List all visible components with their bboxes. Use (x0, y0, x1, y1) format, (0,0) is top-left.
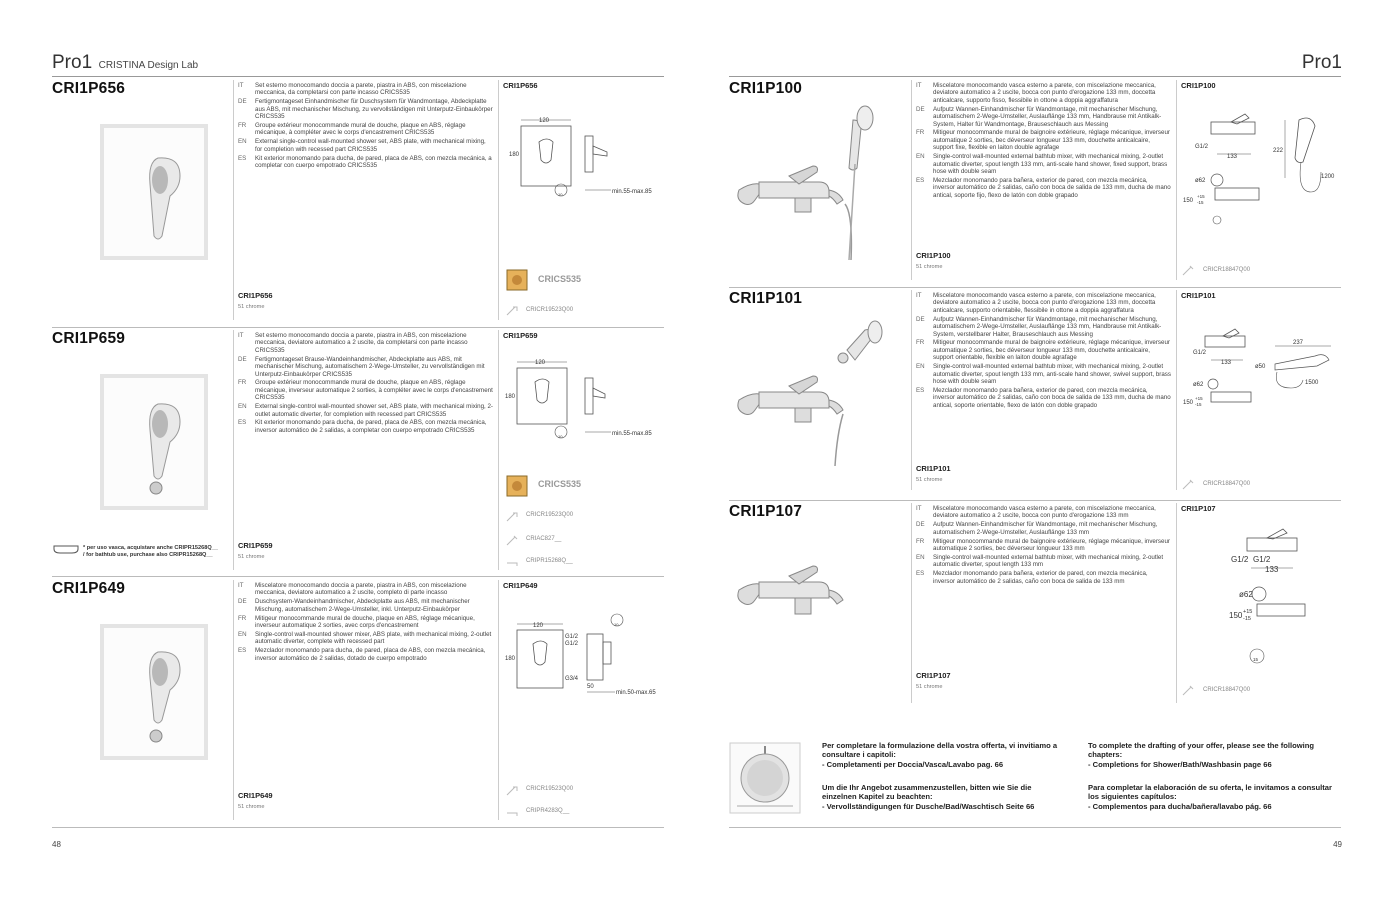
svg-text:10: 10 (614, 622, 619, 627)
section-divider (729, 827, 1341, 828)
product-code-small: CRI1P659 (238, 541, 273, 550)
column-divider (911, 80, 912, 280)
technical-drawing (503, 354, 663, 451)
svg-text:G1/2: G1/2 (1253, 555, 1271, 564)
rough-in-box-image (505, 474, 529, 503)
svg-text:min.50-max.65: min.50-max.65 (616, 690, 656, 696)
left-header-subtitle: CRISTINA Design Lab (98, 60, 199, 71)
product-image-shower-mixer-builtin (100, 624, 208, 765)
tech-drawing-code: CRI1P659 (503, 331, 538, 340)
svg-text:150: 150 (1229, 611, 1243, 620)
svg-text:150: 150 (1183, 400, 1194, 406)
product-image-shower-mixer-diverter (100, 374, 208, 515)
technical-drawing (1181, 100, 1341, 245)
svg-text:120: 120 (539, 118, 550, 124)
product-description: IT Miscelatore monocomando vasca esterno a parete, con miscelazione meccanica, deviatore automatico a 2 uscite, bocca con punto d'erogazione 133 mm DE Aufputz Wannen-Einhandmischer für Wandmontage, mit mechanischer Mischung, automatischem 2-Wege-Umsteller, Auslauflänge 133 mm FR Mitigeur monocommande mural de baignoire extérieure, réglage mécanique, inverseur automatique 2 sorties, bec déverseur longueur 133 mm EN Single-control wall-mounted external bathtub mixer, with mechanical mixing, 2-outlet automatic diverter, spout length 133 mm ES Mezclador monomando para bañera, exterior de pared, con mezcla mecánica, inversor automático de 2 salidas, caño con boca de salida de 133 mm (916, 505, 1170, 585)
svg-text:G3/4: G3/4 (565, 676, 579, 682)
right-header (1302, 52, 1342, 74)
right-header-title: Pro1 (1301, 52, 1342, 73)
svg-text:237: 237 (1293, 340, 1304, 346)
overhead-shower-image (729, 742, 801, 819)
product-image-shower-mixer (100, 124, 208, 265)
accessory-ref: CRICR19523Q00 (526, 307, 574, 313)
product-code: CRI1P649 (52, 580, 126, 597)
svg-text:min.55-max.85: min.55-max.85 (612, 431, 652, 437)
svg-text:15: 15 (1253, 657, 1259, 662)
accessory-ref: CRICR19523Q00 (526, 786, 574, 792)
finish-label: 51 chrome (916, 684, 943, 690)
hand-shower-icon (1181, 264, 1195, 282)
section-divider (729, 500, 1341, 501)
column-divider (1176, 80, 1177, 280)
tech-drawing-code: CRI1P649 (503, 581, 538, 590)
section-divider (52, 327, 664, 328)
accessory-ref: CRICR18847Q00 (1203, 687, 1251, 693)
svg-text:G1/2: G1/2 (1195, 144, 1209, 150)
header-rule (52, 76, 664, 77)
svg-text:ø62: ø62 (1239, 590, 1253, 599)
finish-label: 51 chrome (916, 477, 943, 483)
accessory-ref: CRIPR4283Q__ (526, 808, 570, 814)
technical-drawing (503, 112, 663, 209)
tech-drawing-code: CRI1P101 (1181, 291, 1216, 300)
finish-label: 51 chrome (238, 554, 265, 560)
svg-text:G1/2: G1/2 (565, 634, 579, 640)
svg-text:10: 10 (558, 434, 563, 439)
accessory-ref: CRICR18847Q00 (1203, 267, 1251, 273)
wrench-icon (505, 304, 519, 322)
svg-text:+15: +15 (1195, 396, 1203, 401)
tech-drawing-code: CRI1P656 (503, 81, 538, 90)
column-divider (233, 580, 234, 820)
technical-drawing (1181, 316, 1341, 431)
svg-text:min.55-max.85: min.55-max.85 (612, 189, 652, 195)
product-description: IT Miscelatore monocomando doccia a parete, piastra in ABS, con miscelazione meccanica, deviatore automatico a 2 uscite, completo di parte incasso DE Duschsystem-Wandeinhandmischer, Abdeckplatte aus ABS, mit mechanischer Mischung, automatischem 2-Wege-Umsteller, inkl. Unterputz-Einbaukörper FR Mitigeur monocommande mural de douche, plaque en ABS, réglage mécanique, inverseur automatique 2 sorties, avec corps d'encastrement EN Single-control wall-mounted shower mixer, ABS plate, with mechanical mixing, 2-outlet automatic diverter, complete with recessed part ES Mezclador monomando para ducha, de pared, placa de ABS, con mezcla mecánica, inversor automático de 2 salidas, dotado de cuerpo empotrado (238, 582, 492, 662)
svg-text:120: 120 (533, 623, 544, 629)
product-image-bath-mixer-swivel-support (735, 310, 885, 475)
product-code: CRI1P659 (52, 330, 126, 347)
page-number: 49 (1333, 840, 1342, 849)
spout-icon (505, 806, 519, 824)
header-rule (729, 76, 1341, 77)
svg-text:-15: -15 (1197, 200, 1204, 205)
svg-text:1500: 1500 (1305, 380, 1319, 386)
accessory-ref: CRICR18847Q00 (1203, 481, 1251, 487)
column-divider (498, 80, 499, 320)
product-description: IT Set esterno monocomando doccia a parete, piastra in ABS, con miscelazione meccanica, deviatore automatico a 2 uscite, da completarsi con parte incasso CRICS535 DE Fertigmontageset Brause-Wandeinhandmischer, Abdeckplatte aus ABS, mit mechanischer Mischung, automatischem 2-Wege-Umsteller, zu vervollständigen mit Unterputz-Einbaukörper CRICS535 FR Groupe extérieur monocommande mural de douche, plaque en ABS, réglage mécanique, inverseur automatique 2 sorties, à compléter avec le corps d'encastrement CRICS535 EN External single-control wall-mounted shower set, ABS plate, with mechanical mixing, 2-outlet automatic diverter, for completion with recessed part CRICS535 ES Kit exterior monomando para ducha, de pared, placa de ABS, con mezcla mecánica, inversor automático de 2 salidas, a completar con cuerpo empotrado CRICS535 (238, 332, 493, 434)
bathtub-icon (52, 541, 80, 560)
right-page (697, 0, 1394, 901)
svg-text:120: 120 (535, 360, 546, 366)
completion-note-en: To complete the drafting of your offer, please see the following chapters: - Completions for Shower/Bath/Washbasin page 66 (1088, 741, 1315, 769)
hand-shower-icon (505, 534, 519, 552)
product-image-bath-mixer (735, 540, 885, 655)
product-description: IT Set esterno monocomando doccia a parete, piastra in ABS, con miscelazione meccanica, da completarsi con parte incasso CRICS535 DE Fertigmontageset Einhandmischer für Duschsystem für Wandmontage, Abdeckplatte aus ABS, mit mechanischer Mischung, zu vervollständigen mit Unterputz-Einbaukörper CRICS535 FR Groupe extérieur monocommande mural de douche, plaque en ABS, réglage mécanique, à compléter avec le corps d'encastrement CRICS535 EN External single-control wall-mounted shower set, ABS plate, with mechanical mixing, for completion with recessed part CRICS535 ES Kit exterior monomando para ducha, de pared, placa de ABS, con mezcla mecánica, a completar con cuerpo empotrado CRICS535 (238, 82, 493, 170)
svg-text:G1/2: G1/2 (1231, 555, 1249, 564)
section-divider (52, 827, 664, 828)
svg-text:-15: -15 (1195, 402, 1202, 407)
svg-text:-15: -15 (1243, 616, 1251, 622)
product-code: CRI1P107 (729, 503, 803, 520)
column-divider (498, 330, 499, 570)
svg-text:180: 180 (505, 656, 516, 662)
completion-note-es: Para completar la elaboración de su oferta, le invitamos a consultar los siguientes capítulos: - Complementos para ducha/bañera/lavabo pág. 66 (1088, 783, 1332, 811)
completion-note-de: Um die Ihr Angebot zusammenzustellen, bitten wie Sie die einzelnen Kapitel zu beachten: - Vervollständigungen für Dusche/Bad/Waschtisch Seite 66 (822, 783, 1035, 811)
svg-text:ø62: ø62 (1195, 178, 1206, 184)
completion-note-it: Per completare la formulazione della vostra offerta, vi invitiamo a consultare i capitoli: - Completamenti per Doccia/Vasca/Lavabo pag. 66 (822, 741, 1058, 769)
column-divider (233, 330, 234, 570)
svg-text:+15: +15 (1243, 609, 1253, 615)
accessory-ref: CRIAC827__ (526, 536, 562, 542)
product-code-small: CRI1P100 (916, 251, 951, 260)
hand-shower-icon (1181, 684, 1195, 702)
rough-in-box-image (505, 268, 529, 297)
wrench-icon (505, 510, 519, 528)
column-divider (1176, 503, 1177, 703)
svg-text:G1/2: G1/2 (1193, 350, 1207, 356)
product-code: CRI1P100 (729, 80, 803, 97)
column-divider (911, 503, 912, 703)
left-header (52, 52, 198, 74)
section-divider (729, 287, 1341, 288)
column-divider (1176, 290, 1177, 490)
hand-shower-icon (1181, 478, 1195, 496)
accessory-ref: CRICR19523Q00 (526, 512, 574, 518)
svg-text:133: 133 (1221, 360, 1232, 366)
svg-text:133: 133 (1227, 154, 1238, 160)
rough-in-code: CRICS535 (538, 274, 582, 284)
rough-in-code: CRICS535 (538, 479, 582, 489)
spout-icon (505, 556, 519, 574)
svg-text:ø62: ø62 (1193, 382, 1204, 388)
product-code-small: CRI1P107 (916, 671, 951, 680)
product-code-small: CRI1P649 (238, 791, 273, 800)
accessory-ref: CRIPR15268Q__ (526, 558, 573, 564)
svg-text:G1/2: G1/2 (565, 641, 579, 647)
svg-text:10: 10 (558, 192, 563, 197)
column-divider (233, 80, 234, 320)
section-divider (52, 576, 664, 577)
svg-text:1200: 1200 (1321, 174, 1335, 180)
column-divider (911, 290, 912, 490)
finish-label: 51 chrome (238, 304, 265, 310)
left-header-title: Pro1 (52, 52, 93, 73)
svg-text:180: 180 (505, 394, 516, 400)
technical-drawing (503, 608, 663, 709)
svg-text:50: 50 (587, 684, 594, 690)
product-code-small: CRI1P656 (238, 291, 273, 300)
wrench-icon (505, 784, 519, 802)
product-code: CRI1P656 (52, 80, 126, 97)
svg-text:222: 222 (1273, 148, 1284, 154)
tech-drawing-code: CRI1P100 (1181, 81, 1216, 90)
svg-text:150: 150 (1183, 198, 1194, 204)
finish-label: 51 chrome (916, 264, 943, 270)
svg-text:ø50: ø50 (1255, 364, 1266, 370)
product-image-bath-mixer-with-shower (735, 100, 885, 265)
product-code: CRI1P101 (729, 290, 803, 307)
product-description: IT Miscelatore monocomando vasca esterno a parete, con miscelazione meccanica, deviatore automatico a 2 uscite, bocca con punto d'erogazione 133 mm, doccetta anticalcare, supporto fisso, flessibile in ottone a doppia aggraffatura DE Aufputz Wannen-Einhandmischer für Wandmontage, mit mechanischer Mischung, automatischem 2-Wege-Umsteller, Auslauflänge 133 mm, Handbrause mit Antikalk-System, Halter für Wandmontage, Brauseschlauch aus Messing FR Mitigeur monocommande mural de baignoire extérieure, réglage mécanique, inverseur automatique 2 sorties, bec déverseur longueur 133 mm, douchette anticalcaire, support fixe, flexible en laiton double agrafage EN Single-control wall-mounted external bathtub mixer, with mechanical mixing, 2-outlet automatic diverter, spout length 133 mm, anti-scale hand shower, fixed support, brass hose with double seam ES Mezclador monomando para bañera, exterior de pared, con mezcla mecánica, inversor automático de 2 salidas, caño con boca de salida de 133 mm, ducha de mano antical, soporte fijo, flexo de latón con doble grapado (916, 82, 1171, 199)
svg-text:133: 133 (1265, 565, 1279, 574)
column-divider (498, 580, 499, 820)
svg-text:180: 180 (509, 152, 520, 158)
technical-drawing (1181, 520, 1341, 675)
svg-text:+15: +15 (1197, 194, 1205, 199)
product-description: IT Miscelatore monocomando vasca esterno a parete, con miscelazione meccanica, deviatore automatico a 2 uscite, bocca con punto d'erogazione 133 mm, doccetta anticalcare, supporto orientabile, flessibile in ottone a doppia aggraffatura DE Aufputz Wannen-Einhandmischer für Wandmontage, mit mechanischer Mischung, automatischem 2-Wege-Umsteller, Auslauflänge 133 mm, Handbrause mit Antikalk-System, verstellbarer Halter, Brauseschlauch aus Messing FR Mitigeur monocommande mural de baignoire extérieure, réglage mécanique, inverseur automatique 2 sorties, bec déverseur longueur 133 mm, douchette anticalcaire, support orientable, flexible en laiton double agrafage EN Single-control wall-mounted external bathtub mixer, with mechanical mixing, 2-outlet automatic diverter, spout length 133 mm, anti-scale hand shower, swivel support, brass hose with double seam ES Mezclador monomando para bañera, exterior de pared, con mezcla mecánica, inversor automático de 2 salidas, caño con boca de salida de 133 mm, ducha de mano antical, soporte orientable, flexo de latón con doble grapado (916, 292, 1171, 409)
tech-drawing-code: CRI1P107 (1181, 504, 1216, 513)
finish-label: 51 chrome (238, 804, 265, 810)
product-code-small: CRI1P101 (916, 464, 951, 473)
bathtub-note: * per uso vasca, acquistare anche CRIPR15268Q__ / for bathtub use, purchase also CRIPR15268Q__ (83, 545, 218, 558)
page-number: 48 (52, 840, 61, 849)
